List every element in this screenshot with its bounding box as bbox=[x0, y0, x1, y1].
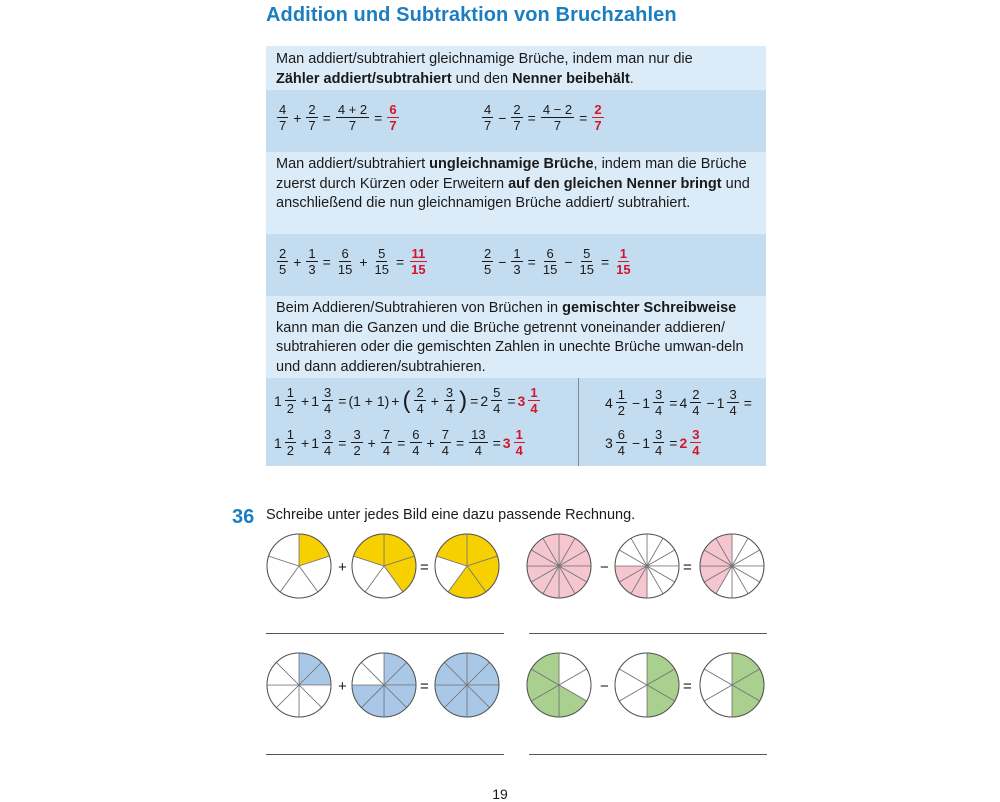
rule-2-text: Man addiert/subtrahiert ungleichnamige Brüche, indem man die Brüche zuerst durch Kürzen oder Erweitern auf den gleichen Nenner bringt und anschließend die nun gleichnamigen Brüche addiert/ subtrahiert. bbox=[276, 156, 750, 211]
fraction-pie bbox=[267, 534, 331, 598]
op-equals: = bbox=[683, 559, 692, 576]
fraction-pie bbox=[352, 534, 416, 598]
fraction-pie bbox=[267, 653, 331, 717]
answer-line[interactable] bbox=[266, 754, 504, 755]
fraction-pie bbox=[527, 653, 591, 717]
op-equals: = bbox=[420, 559, 429, 576]
example-mixed-add-2: 1 1 2 + 1 $\frac{3}{4}$ = $\frac{3}{2}$ + $\frac{7}{4}$ = $\frac{6}{4}$ + $\frac{7}{4}$ = $\frac{13}{4}$ = 3 1 4 bbox=[274, 427, 523, 458]
page-number: 19 bbox=[492, 786, 508, 802]
fraction-pie bbox=[700, 653, 764, 717]
fraction-pie bbox=[615, 653, 679, 717]
example-mixed-add-1: 1 1 2 + 1 $\frac{3}{4}$ = (1 + 1) + ( 2 4 + $\frac{3}{4}$ ) = 2 $\frac{5}{4}$ = 3 1 4 bbox=[274, 385, 538, 416]
op-minus: − bbox=[600, 678, 609, 695]
fraction-pie bbox=[352, 653, 416, 717]
answer-line[interactable] bbox=[529, 633, 767, 634]
example-different-denominator-sub: 2 5 − $\frac{1}{3}$ = $\frac{6}{15}$ − $\frac{5}{15}$ = $\frac{1}{15}$ bbox=[484, 246, 631, 277]
answer-line[interactable] bbox=[266, 633, 504, 634]
fraction-pie bbox=[435, 653, 499, 717]
fraction-pie bbox=[615, 534, 679, 598]
fraction-pie bbox=[700, 534, 764, 598]
page-title: Addition und Subtraktion von Bruchzahlen bbox=[266, 4, 677, 26]
example-mixed-sub-1: 4 1 2 − 1 $\frac{3}{4}$ = 4 2 4 − 1 $\frac{3}{4}$ = bbox=[605, 387, 752, 418]
fraction-pie bbox=[527, 534, 591, 598]
op-plus: + bbox=[338, 678, 347, 695]
task-instruction: Schreibe unter jedes Bild eine dazu passende Rechnung. bbox=[266, 507, 636, 523]
answer-line[interactable] bbox=[529, 754, 767, 755]
rule-3-text: Beim Addieren/Subtrahieren von Brüchen in gemischter Schreibweise kann man die Ganzen und die Brüche getrennt voneinander addieren/ subtrahieren oder die gemischten Zahlen in unechte Brüche umwan-deln und dann addieren/subtrahieren. bbox=[276, 300, 744, 375]
fraction-pie bbox=[435, 534, 499, 598]
op-equals: = bbox=[683, 678, 692, 695]
example-same-denominator-add: 4 7 + $\frac{2}{7}$ = $\frac{4 + 2}{7}$ = $\frac{6}{7}$ bbox=[279, 102, 397, 133]
rule-1-text: Man addiert/subtrahiert gleichnamige Brüche, indem man nur die Zähler addiert/subtrahiert und den Nenner beibehält. bbox=[276, 51, 693, 87]
example-mixed-sub-2: 3 6 4 − 1 $\frac{3}{4}$ = 2 3 4 bbox=[605, 427, 700, 458]
task-number: 36 bbox=[232, 506, 255, 528]
op-minus: − bbox=[600, 559, 609, 576]
op-equals: = bbox=[420, 678, 429, 695]
op-plus: + bbox=[338, 559, 347, 576]
example-same-denominator-sub: 4 7 − $\frac{2}{7}$ = $\frac{4 - 2}{7}$ = $\frac{2}{7}$ bbox=[484, 102, 602, 133]
example-different-denominator-add: 2 5 + $\frac{1}{3}$ = $\frac{6}{15}$ + $\frac{5}{15}$ = $\frac{11}{15}$ bbox=[279, 246, 426, 277]
